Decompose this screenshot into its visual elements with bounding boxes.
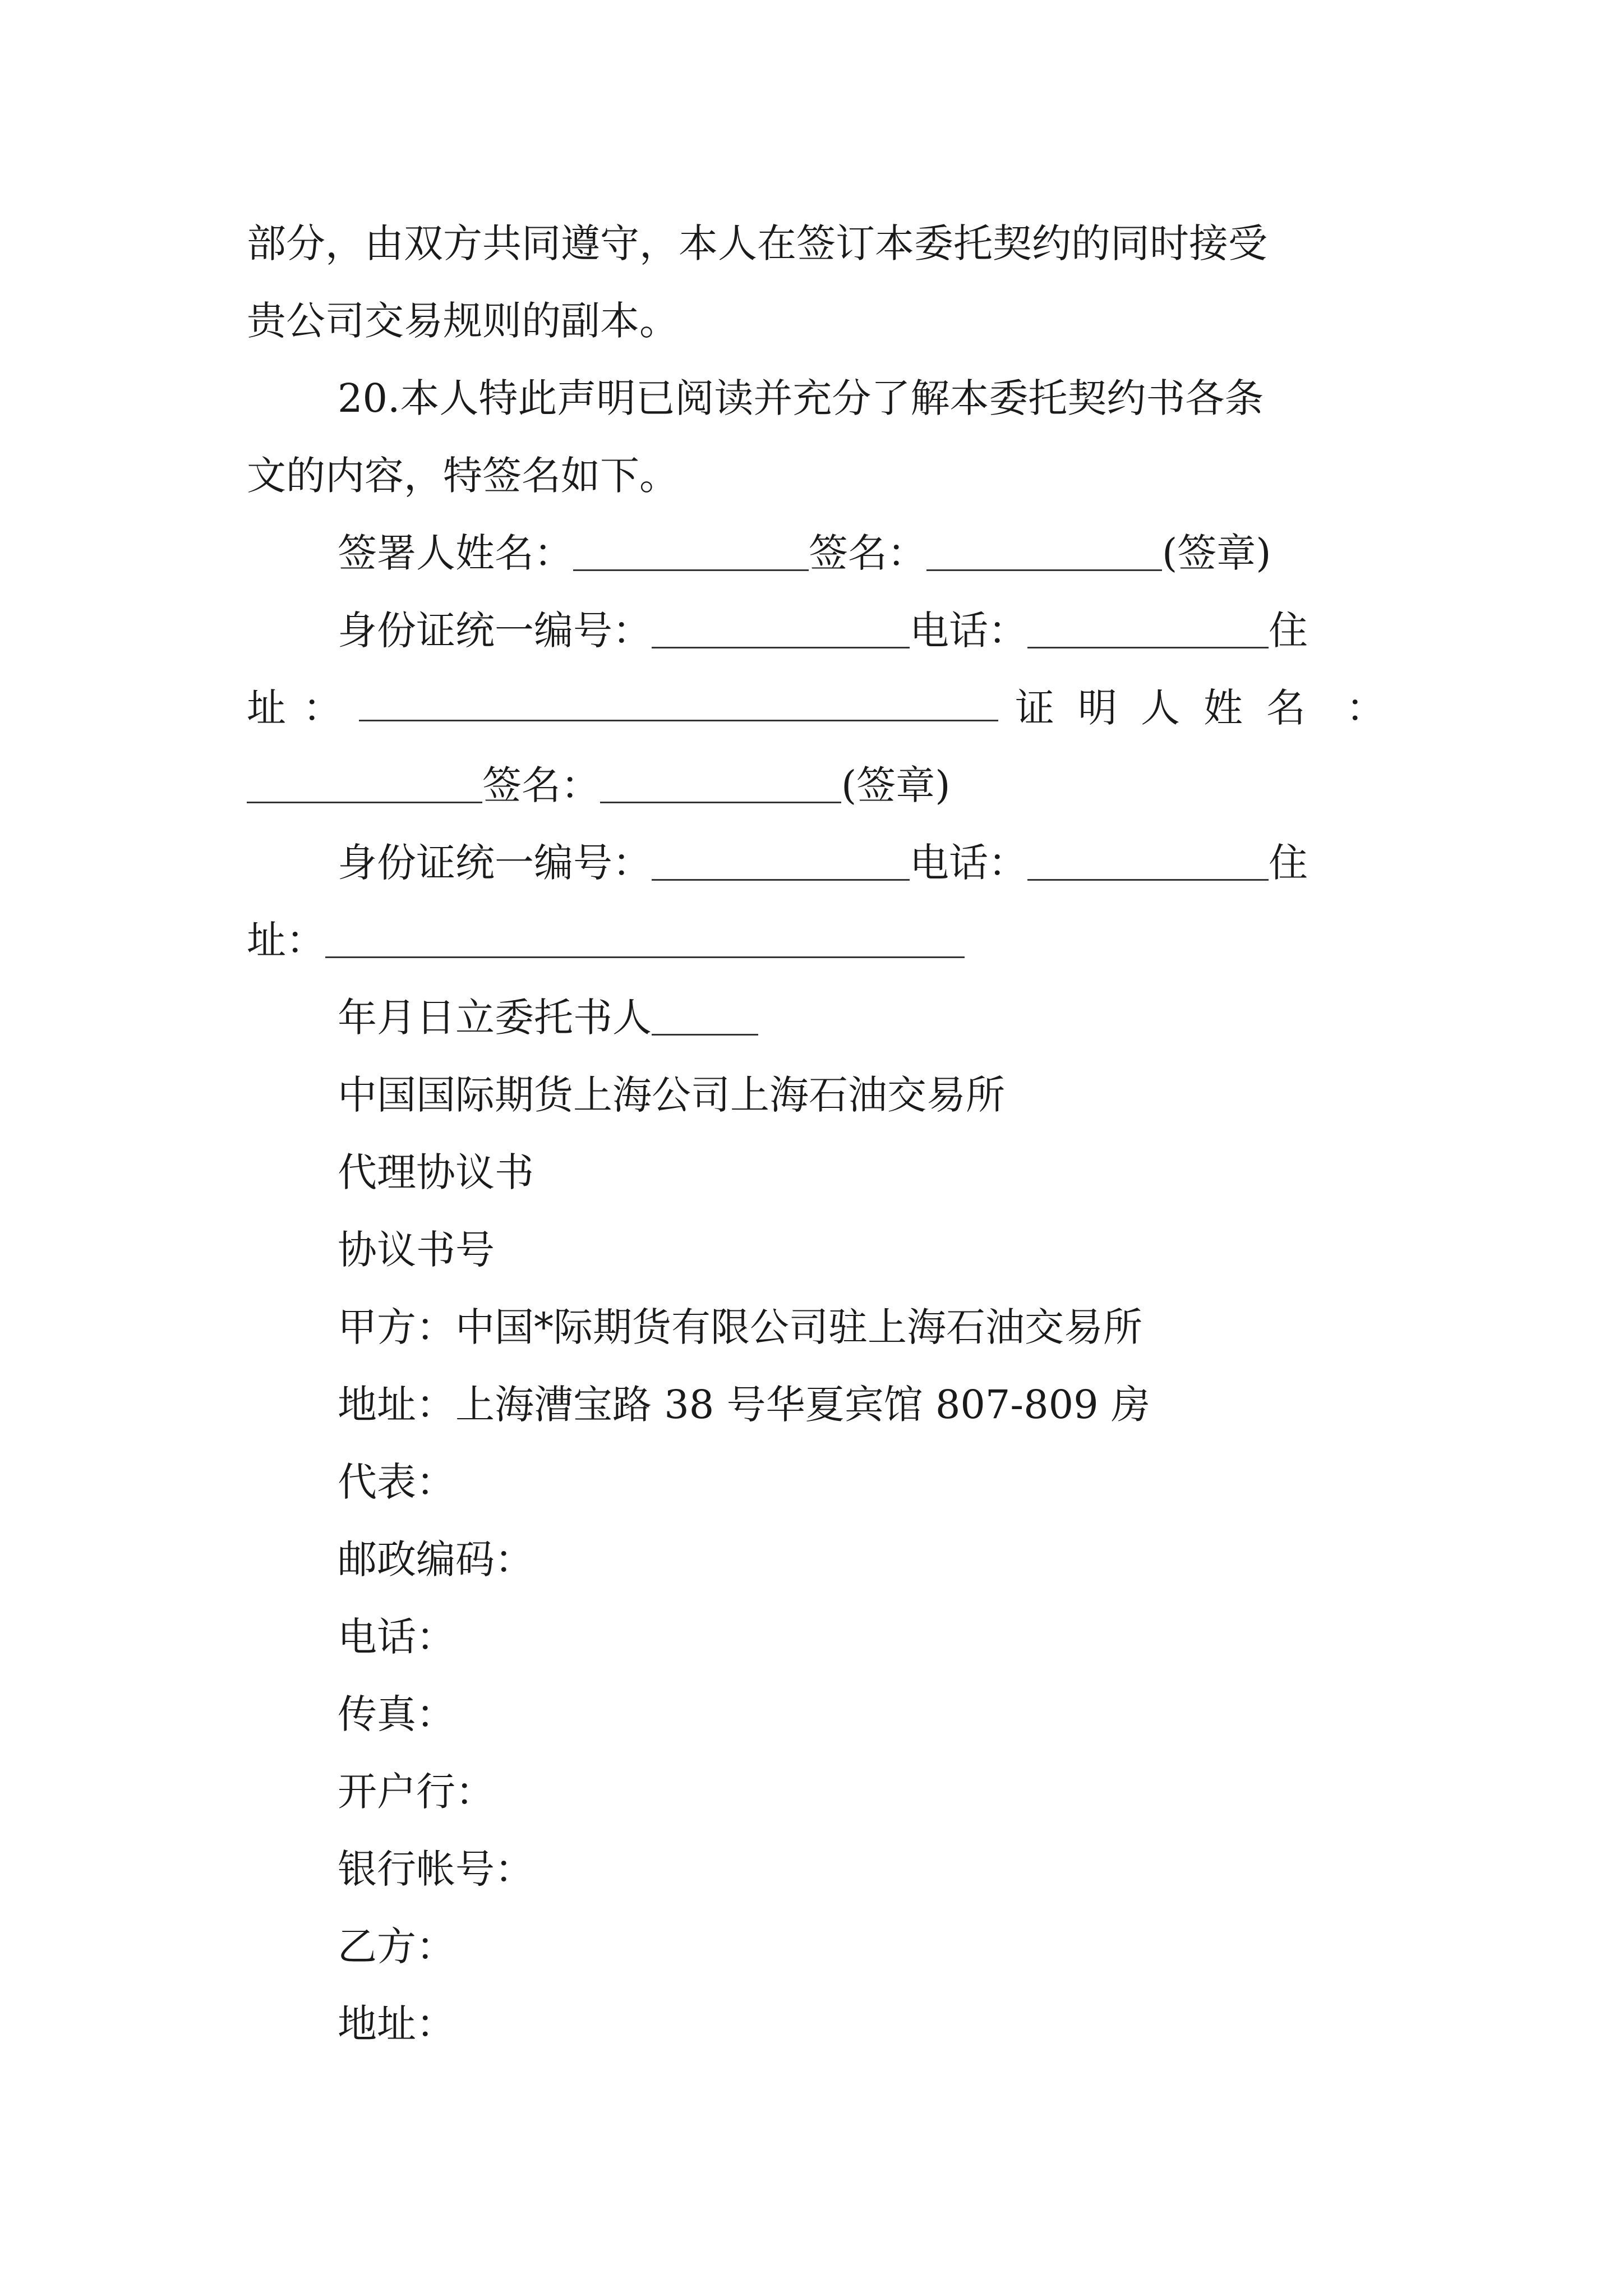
agreement-number: 协议书号 (338, 1227, 495, 1273)
witness-name-blank[interactable] (247, 768, 482, 803)
party-a-name: 甲方：中国*际期货有限公司驻上海石油交易所 (338, 1304, 1142, 1350)
id-number-label: 身份证统一编号： (338, 840, 652, 886)
witness-sign-row (247, 747, 1385, 824)
witness-id-blank[interactable] (652, 845, 910, 881)
document-title: 代理协议书 (338, 1149, 534, 1195)
party-a-bank: 开户行： (338, 1769, 495, 1815)
address-label-char: 住 (1269, 608, 1308, 654)
date-label: 年月日立委托书人 (338, 995, 652, 1041)
party-a-representative: 代表： (338, 1459, 455, 1505)
signer-id-row (247, 592, 1385, 669)
witness-signature-blank[interactable] (600, 768, 841, 803)
party-a-fax: 传真： (338, 1691, 455, 1737)
signer-row (247, 514, 1385, 592)
id-number-blank[interactable] (652, 613, 910, 648)
phone-label: 电话： (910, 840, 1027, 886)
witness-id-row (247, 824, 1385, 901)
witness-phone-blank[interactable] (1027, 845, 1269, 881)
phone-label: 电话： (910, 608, 1027, 654)
paragraph-line: 文的内容，特签名如下。 (247, 453, 679, 499)
address-label: 址： (247, 917, 325, 963)
date-line (247, 979, 1385, 1056)
address-label-char: 址 (247, 685, 286, 731)
phone-blank[interactable] (1027, 613, 1269, 648)
signer-name-label: 签署人姓名： (338, 530, 573, 576)
witness-name-label: 证明人姓名 (1015, 685, 1329, 731)
party-b-name: 乙方： (338, 1924, 455, 1970)
document-page (247, 205, 1385, 2063)
sign-label: 签名： (809, 530, 926, 576)
seal-label: (签章) (1162, 530, 1271, 576)
witness-colon: ： (1346, 685, 1385, 731)
id-number-label: 身份证统一编号： (338, 608, 652, 654)
clause-20-line: 20.本人特此声明已阅读并充分了解本委托契约书各条 (338, 375, 1264, 421)
principal-blank[interactable] (652, 1000, 758, 1036)
paragraph-line: 贵公司交易规则的副本。 (247, 298, 679, 344)
address-blank[interactable] (359, 686, 998, 721)
address-witness-row (247, 669, 1385, 747)
address-colon: ： (303, 685, 342, 731)
party-a-phone: 电话： (338, 1614, 455, 1660)
signer-name-blank[interactable] (573, 536, 809, 571)
address-label-char: 住 (1269, 840, 1308, 886)
sign-label: 签名： (482, 762, 600, 808)
witness-address-row (247, 901, 1385, 979)
witness-address-blank[interactable] (325, 923, 965, 958)
paragraph-line: 部分，由双方共同遵守，本人在签订本委托契约的同时接受 (247, 220, 1267, 266)
party-a-account: 银行帐号： (338, 1846, 534, 1892)
party-b-address: 地址： (338, 2001, 455, 2047)
company-name: 中国国际期货上海公司上海石油交易所 (338, 1072, 1005, 1118)
party-a-address: 地址：上海漕宝路 38 号华夏宾馆 807-809 房 (338, 1382, 1150, 1428)
party-a-postcode: 邮政编码： (338, 1536, 534, 1582)
seal-label: (签章) (841, 762, 951, 808)
signature-blank[interactable] (926, 536, 1162, 571)
